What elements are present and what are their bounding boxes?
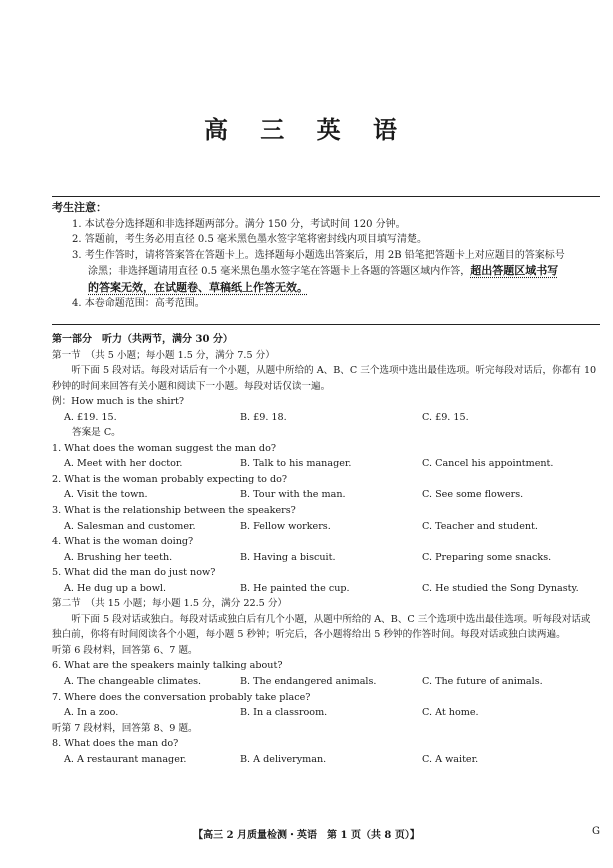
question: 3. What is the relationship between the speakers? (52, 505, 296, 517)
option-c: C. Cancel his appointment. (422, 458, 554, 470)
option-a: A. Visit the town. (64, 489, 148, 501)
question: 4. What is the woman doing? (52, 536, 194, 548)
question-options (52, 705, 600, 721)
option-a: A. A restaurant manager. (64, 753, 187, 765)
version-mark: G (592, 826, 600, 837)
option-b: B. £9. 18. (240, 411, 287, 423)
notice-item: 3. 考生作答时，请将答案答在答题卡上。选择题每小题选出答案后，用 2B 铅笔把答题卡上对应题目的答案标号 (72, 249, 565, 261)
option-c: C. Teacher and student. (422, 520, 538, 532)
option-c: C. He studied the Song Dynasty. (422, 582, 579, 594)
option-a: A. He dug up a bowl. (64, 582, 167, 594)
question-options (52, 752, 600, 768)
notice-heading: 考生注意： (52, 201, 107, 214)
example-question: 例：How much is the shirt? (52, 396, 185, 408)
notice-text: 涂黑；非选择题请用直径 0.5 毫米黑色墨水签字笔在答题卡上各题的答题区域内作答， (88, 266, 471, 278)
notice-item: 4. 本卷命题范围：高考范围。 (72, 297, 205, 309)
notice-emphasis-line: 的答案无效，在试题卷、草稿纸上作答无效。 (88, 280, 308, 294)
page-footer: 【高三 2 月质量检测・英语 第 1 页（共 8 页）】 (193, 830, 420, 841)
question: 5. What did the man do just now? (52, 567, 216, 579)
listening-section (52, 332, 600, 767)
header-divider (52, 196, 600, 197)
option-a: A. £19. 15. (64, 411, 117, 423)
section-heading: 第一节 （共 5 小题；每小题 1.5 分，满分 7.5 分） (52, 349, 275, 361)
section-instructions: 听下面 5 段对话或独白。每段对话或独白后有几个小题，从题中所给的 A、B、C 三个选项中选出最佳选项。听每段对话或独白前，你将有时间阅读各个小题，每小题 5 秒钟；听完后，各小题将给出 5 秒钟的作答时间。每段对话或独白读两遍。 (52, 613, 591, 641)
example-options (52, 410, 600, 426)
option-b: B. A deliveryman. (240, 753, 327, 765)
option-a: A. In a zoo. (64, 707, 119, 719)
material-heading: 听第 6 段材料，回答第 6、7 题。 (52, 644, 198, 656)
option-c: C. Preparing some snacks. (422, 551, 552, 563)
material-heading: 听第 7 段材料，回答第 8、9 题。 (52, 722, 198, 734)
question-options (52, 456, 600, 472)
section-instructions: 听下面 5 段对话。每段对话后有一个小题，从题中所给的 A、B、C 三个选项中选出最佳选项。听完每段对话后，你都有 10 秒钟的时间来回答有关小题和阅读下一小题。每段对话仅读一遍。 (52, 365, 597, 392)
example-answer: 答案是 C。 (72, 427, 121, 439)
notice-item: 2. 答题前，考生务必用直径 0.5 毫米黑色墨水签字笔将密封线内项目填写清楚。 (72, 234, 427, 246)
option-b: B. Talk to his manager. (240, 458, 352, 470)
section-heading: 第二节 （共 15 小题；每小题 1.5 分，满分 22.5 分） (52, 598, 288, 610)
question: 8. What does the man do? (52, 738, 179, 750)
question-options (52, 550, 600, 566)
notice-divider (52, 324, 600, 325)
option-b: B. The endangered animals. (240, 676, 377, 688)
question: 2. What is the woman probably expecting to do? (52, 473, 288, 485)
exam-notice (52, 200, 600, 311)
option-b: B. He painted the cup. (240, 582, 350, 594)
notice-emphasis: 超出答题区域书写 (470, 264, 559, 278)
option-b: B. In a classroom. (240, 707, 328, 719)
question-options (52, 487, 600, 503)
option-b: B. Fellow workers. (240, 520, 331, 532)
question: 7. Where does the conversation probably take place? (52, 691, 311, 703)
notice-item: 1. 本试卷分选择题和非选择题两部分。满分 150 分，考试时间 120 分钟。 (72, 218, 406, 230)
option-a: A. Salesman and customer. (64, 520, 196, 532)
option-c: C. £9. 15. (422, 411, 469, 423)
question-options (52, 519, 600, 535)
option-c: C. A waiter. (422, 753, 479, 765)
question-options (52, 674, 600, 690)
option-c: C. The future of animals. (422, 676, 543, 688)
option-b: B. Tour with the man. (240, 489, 346, 501)
question: 1. What does the woman suggest the man do? (52, 442, 276, 454)
option-b: B. Having a biscuit. (240, 551, 336, 563)
part-heading: 第一部分 听力（共两节，满分 30 分） (52, 334, 233, 345)
question-options (52, 581, 600, 597)
notice-item-continued (52, 263, 600, 280)
option-a: A. Brushing her teeth. (64, 551, 173, 563)
question: 6. What are the speakers mainly talking about? (52, 660, 283, 672)
option-c: C. See some flowers. (422, 489, 524, 501)
page-title: 高 三 英 语 (203, 115, 410, 144)
option-a: A. The changeable climates. (64, 676, 202, 688)
option-a: A. Meet with her doctor. (64, 458, 183, 470)
option-c: C. At home. (422, 707, 479, 719)
